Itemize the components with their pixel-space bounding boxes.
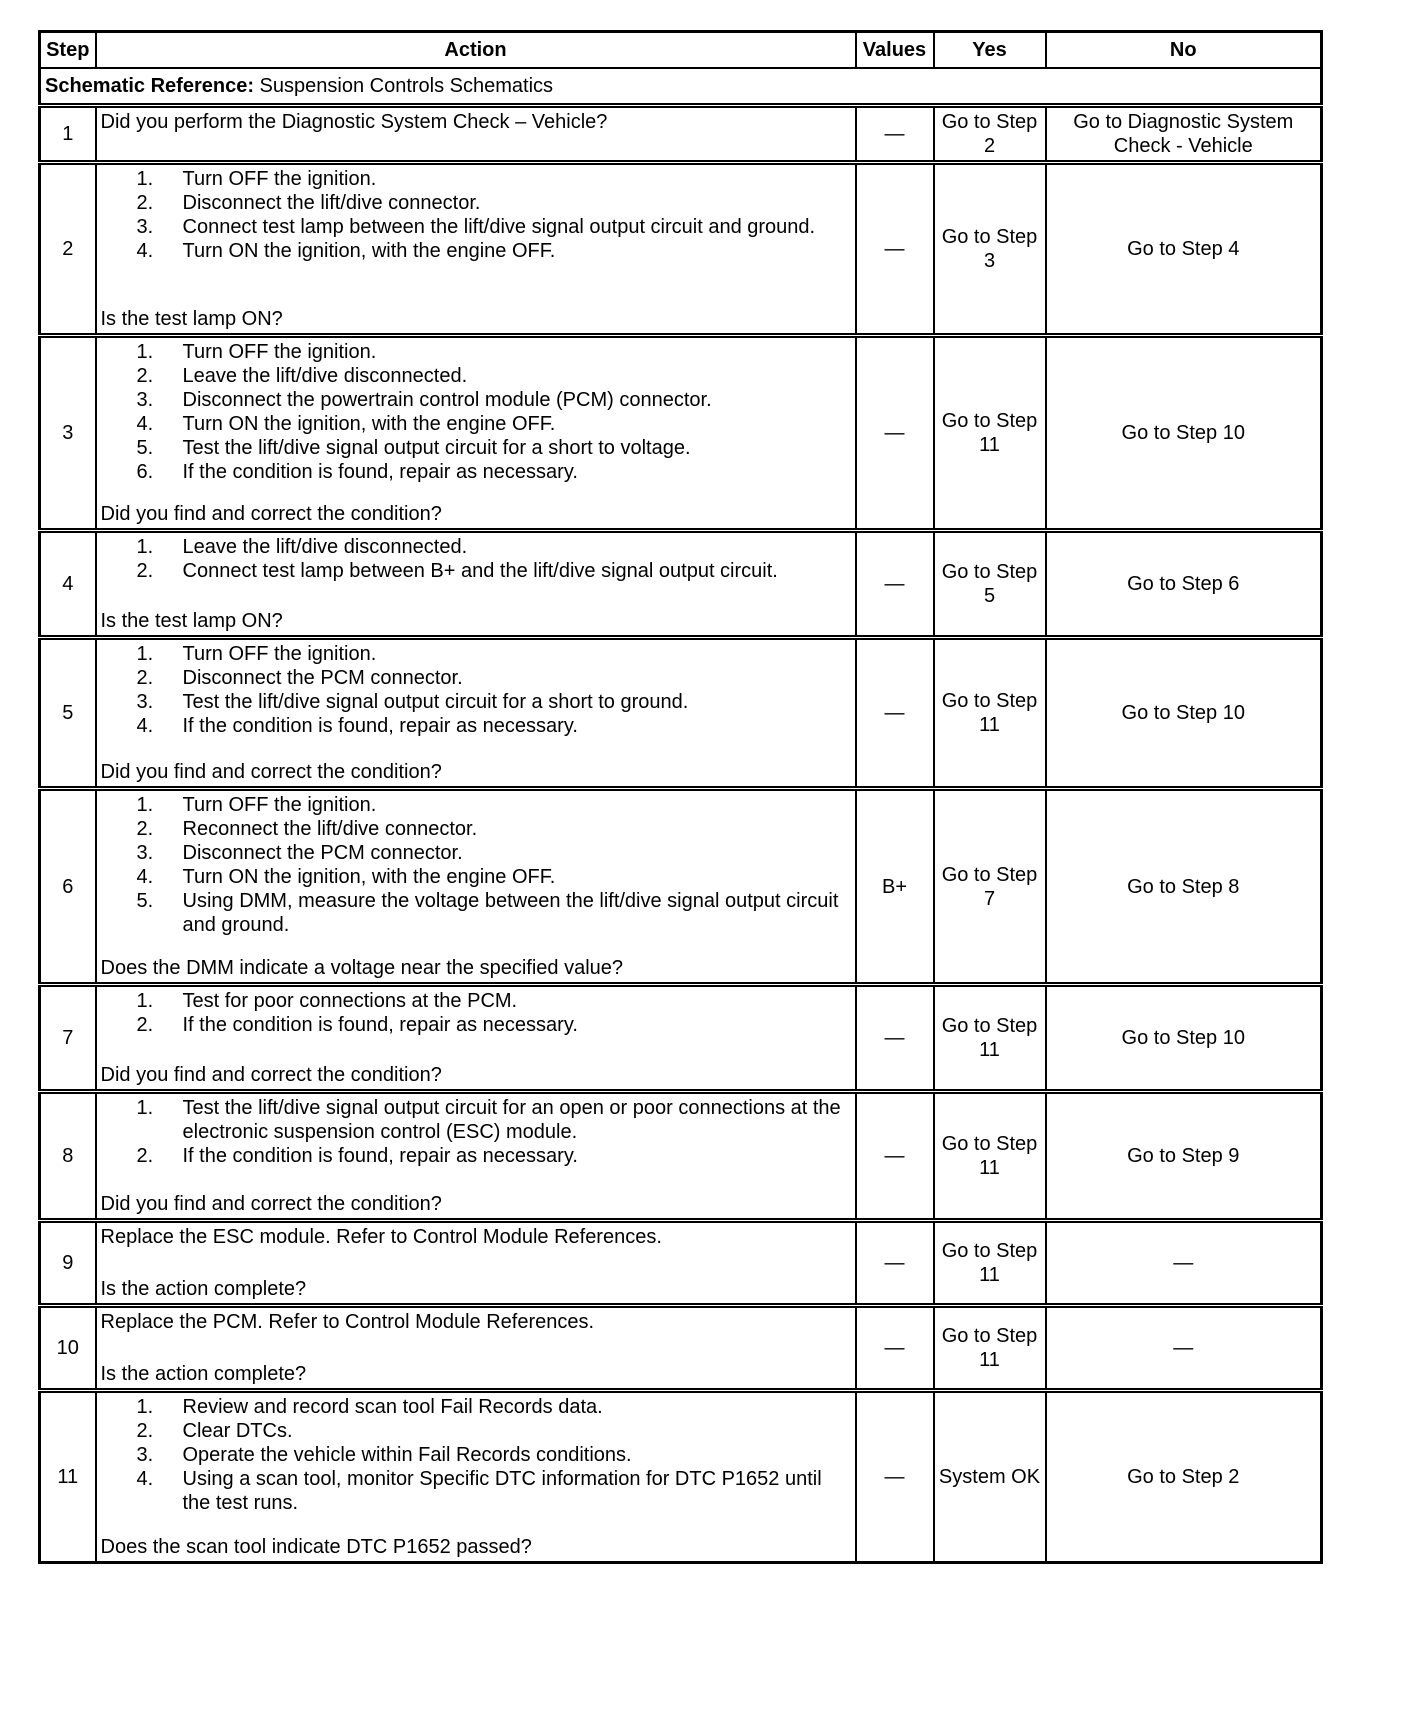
action-step-number: 2. bbox=[136, 1014, 154, 1036]
action-steps-list bbox=[101, 989, 851, 1037]
step-number: 3 bbox=[40, 336, 96, 531]
action-step-item bbox=[101, 364, 851, 388]
action-step-item bbox=[101, 714, 851, 738]
step-number: 10 bbox=[40, 1306, 96, 1391]
action-step-text: Disconnect the PCM connector. bbox=[182, 842, 463, 864]
values-cell: — bbox=[856, 336, 934, 531]
diagnostic-table bbox=[38, 30, 1323, 1564]
action-step-text: Reconnect the lift/dive connector. bbox=[182, 818, 478, 840]
values-cell: — bbox=[856, 531, 934, 638]
yes-cell[interactable]: Go to Step 11 bbox=[934, 336, 1046, 531]
values-cell: — bbox=[856, 1391, 934, 1563]
no-cell[interactable]: Go to Step 8 bbox=[1046, 789, 1322, 985]
action-step-number: 2. bbox=[136, 1145, 154, 1167]
action-step-item bbox=[101, 191, 851, 215]
table-row bbox=[40, 163, 1322, 336]
action-text: Replace the PCM. Refer to Control Module References. bbox=[100, 1311, 595, 1333]
action-step-number: 5. bbox=[136, 437, 154, 459]
action-content bbox=[101, 793, 851, 980]
action-content bbox=[101, 535, 851, 633]
action-step-text: Clear DTCs. bbox=[182, 1420, 293, 1442]
action-body bbox=[101, 110, 851, 134]
action-step-number: 1. bbox=[136, 643, 154, 665]
action-step-item bbox=[101, 817, 851, 841]
action-step-number: 1. bbox=[136, 990, 154, 1012]
action-step-text: Connect test lamp between B+ and the lift/dive signal output circuit. bbox=[182, 560, 778, 582]
action-body bbox=[101, 989, 851, 1037]
step-number: 5 bbox=[40, 638, 96, 789]
action-question: Does the DMM indicate a voltage near the specified value? bbox=[100, 957, 624, 979]
values-cell: — bbox=[856, 1092, 934, 1221]
values-cell: — bbox=[856, 163, 934, 336]
action-step-number: 3. bbox=[136, 1444, 154, 1466]
yes-cell[interactable]: Go to Step 5 bbox=[934, 531, 1046, 638]
action-body bbox=[101, 535, 851, 583]
action-step-number: 4. bbox=[136, 413, 154, 435]
table-row bbox=[40, 531, 1322, 638]
schematic-label: Schematic Reference: bbox=[45, 75, 254, 97]
values-cell: — bbox=[856, 985, 934, 1092]
action-step-text: Test the lift/dive signal output circuit for a short to voltage. bbox=[182, 437, 691, 459]
action-step-number: 2. bbox=[136, 1420, 154, 1442]
yes-cell[interactable]: Go to Step 11 bbox=[934, 985, 1046, 1092]
action-cell bbox=[96, 985, 856, 1092]
action-step-text: Test the lift/dive signal output circuit for a short to ground. bbox=[182, 691, 689, 713]
action-cell bbox=[96, 1306, 856, 1391]
action-body bbox=[101, 1225, 851, 1249]
action-step-text: Leave the lift/dive disconnected. bbox=[182, 536, 468, 558]
action-steps-list bbox=[101, 1395, 851, 1515]
step-number: 8 bbox=[40, 1092, 96, 1221]
action-step-item bbox=[101, 1395, 851, 1419]
action-steps-list bbox=[101, 793, 851, 937]
yes-cell[interactable]: Go to Step 11 bbox=[934, 1092, 1046, 1221]
action-step-text: If the condition is found, repair as necessary. bbox=[182, 461, 578, 483]
action-step-item bbox=[101, 436, 851, 460]
step-number: 1 bbox=[40, 106, 96, 163]
action-step-text: If the condition is found, repair as necessary. bbox=[182, 1145, 578, 1167]
values-cell: B+ bbox=[856, 789, 934, 985]
values-cell: — bbox=[856, 1221, 934, 1306]
action-body bbox=[101, 642, 851, 738]
action-cell bbox=[96, 1391, 856, 1563]
action-cell bbox=[96, 1221, 856, 1306]
action-cell bbox=[96, 789, 856, 985]
values-cell: — bbox=[856, 638, 934, 789]
header-no: No bbox=[1046, 32, 1322, 69]
action-step-item bbox=[101, 989, 851, 1013]
step-number: 9 bbox=[40, 1221, 96, 1306]
step-number: 4 bbox=[40, 531, 96, 638]
action-step-item bbox=[101, 1419, 851, 1443]
action-content bbox=[101, 340, 851, 526]
action-step-number: 3. bbox=[136, 216, 154, 238]
action-question: Is the test lamp ON? bbox=[100, 610, 283, 632]
action-step-item bbox=[101, 412, 851, 436]
action-step-item bbox=[101, 642, 851, 666]
step-number: 2 bbox=[40, 163, 96, 336]
action-body bbox=[101, 1096, 851, 1168]
action-cell bbox=[96, 531, 856, 638]
action-step-item bbox=[101, 535, 851, 559]
action-step-item bbox=[101, 388, 851, 412]
no-cell[interactable]: Go to Step 10 bbox=[1046, 638, 1322, 789]
header-row bbox=[40, 32, 1322, 69]
action-step-number: 4. bbox=[136, 240, 154, 262]
action-step-number: 4. bbox=[136, 1468, 154, 1490]
action-steps-list bbox=[101, 535, 851, 583]
table-row bbox=[40, 789, 1322, 985]
action-step-text: Turn ON the ignition, with the engine OFF. bbox=[182, 866, 556, 888]
action-body bbox=[101, 1310, 851, 1334]
action-question: Did you find and correct the condition? bbox=[100, 761, 442, 783]
yes-cell[interactable]: Go to Step 11 bbox=[934, 1221, 1046, 1306]
action-content bbox=[101, 1225, 851, 1301]
action-step-text: Disconnect the powertrain control module (PCM) connector. bbox=[182, 389, 712, 411]
action-step-number: 1. bbox=[136, 536, 154, 558]
no-cell[interactable]: Go to Step 4 bbox=[1046, 163, 1322, 336]
action-question: Did you find and correct the condition? bbox=[100, 1193, 442, 1215]
action-step-text: Turn ON the ignition, with the engine OFF. bbox=[182, 413, 556, 435]
table-row bbox=[40, 638, 1322, 789]
action-step-number: 2. bbox=[136, 192, 154, 214]
no-cell[interactable]: Go to Step 10 bbox=[1046, 985, 1322, 1092]
action-content bbox=[101, 110, 851, 158]
action-cell bbox=[96, 163, 856, 336]
header-yes: Yes bbox=[934, 32, 1046, 69]
action-step-number: 4. bbox=[136, 715, 154, 737]
table-row bbox=[40, 336, 1322, 531]
action-step-number: 5. bbox=[136, 890, 154, 912]
action-step-text: Turn OFF the ignition. bbox=[182, 794, 377, 816]
yes-cell[interactable]: Go to Step 3 bbox=[934, 163, 1046, 336]
action-question: Is the test lamp ON? bbox=[100, 308, 283, 330]
header-action: Action bbox=[96, 32, 856, 69]
action-step-text: Disconnect the lift/dive connector. bbox=[182, 192, 481, 214]
action-question: Does the scan tool indicate DTC P1652 passed? bbox=[100, 1536, 532, 1558]
action-question: Did you find and correct the condition? bbox=[100, 1064, 442, 1086]
no-cell[interactable]: Go to Step 6 bbox=[1046, 531, 1322, 638]
action-step-number: 3. bbox=[136, 389, 154, 411]
step-number: 11 bbox=[40, 1391, 96, 1563]
action-step-item bbox=[101, 690, 851, 714]
action-text: Did you perform the Diagnostic System Check – Vehicle? bbox=[100, 111, 608, 133]
action-step-number: 1. bbox=[136, 168, 154, 190]
action-step-item bbox=[101, 865, 851, 889]
action-step-text: If the condition is found, repair as necessary. bbox=[182, 715, 578, 737]
action-step-number: 1. bbox=[136, 1396, 154, 1418]
table-row bbox=[40, 1306, 1322, 1391]
action-step-text: Using a scan tool, monitor Specific DTC information for DTC P1652 until the test runs. bbox=[182, 1468, 822, 1514]
action-step-text: Review and record scan tool Fail Records data. bbox=[182, 1396, 603, 1418]
no-cell: — bbox=[1046, 1221, 1322, 1306]
yes-cell: System OK bbox=[934, 1391, 1046, 1563]
no-cell[interactable]: Go to Step 10 bbox=[1046, 336, 1322, 531]
action-step-number: 1. bbox=[136, 341, 154, 363]
header-step: Step bbox=[40, 32, 96, 69]
action-step-item bbox=[101, 239, 851, 263]
action-content bbox=[101, 167, 851, 331]
schematic-link[interactable]: Suspension Controls Schematics bbox=[259, 75, 554, 97]
action-step-item bbox=[101, 793, 851, 817]
values-cell: — bbox=[856, 1306, 934, 1391]
action-step-number: 3. bbox=[136, 842, 154, 864]
action-question: Is the action complete? bbox=[100, 1278, 307, 1300]
action-step-number: 1. bbox=[136, 1097, 154, 1119]
action-step-text: Turn OFF the ignition. bbox=[182, 168, 377, 190]
action-steps-list bbox=[101, 340, 851, 484]
action-cell bbox=[96, 336, 856, 531]
action-step-item bbox=[101, 1443, 851, 1467]
action-step-text: Using DMM, measure the voltage between the lift/dive signal output circuit and ground. bbox=[182, 890, 839, 936]
action-step-text: Disconnect the PCM connector. bbox=[182, 667, 463, 689]
yes-cell[interactable]: Go to Step 2 bbox=[934, 106, 1046, 163]
action-question: Did you find and correct the condition? bbox=[100, 503, 442, 525]
action-step-number: 3. bbox=[136, 691, 154, 713]
action-step-item bbox=[101, 559, 851, 583]
action-step-item bbox=[101, 1144, 851, 1168]
action-step-item bbox=[101, 889, 851, 937]
no-cell[interactable]: Go to Step 2 bbox=[1046, 1391, 1322, 1563]
action-step-number: 2. bbox=[136, 667, 154, 689]
action-steps-list bbox=[101, 642, 851, 738]
action-step-item bbox=[101, 1013, 851, 1037]
action-step-text: Turn OFF the ignition. bbox=[182, 643, 377, 665]
action-body bbox=[101, 793, 851, 937]
step-number: 6 bbox=[40, 789, 96, 985]
action-step-text: Test the lift/dive signal output circuit for an open or poor connections at the electronic suspension control (ESC) module. bbox=[182, 1097, 841, 1143]
no-cell[interactable]: Go to Step 9 bbox=[1046, 1092, 1322, 1221]
action-body bbox=[101, 340, 851, 484]
action-step-item bbox=[101, 340, 851, 364]
schematic-reference bbox=[40, 68, 1322, 106]
action-cell bbox=[96, 638, 856, 789]
action-step-item bbox=[101, 1467, 851, 1515]
action-steps-list bbox=[101, 1096, 851, 1168]
action-text: Replace the ESC module. Refer to Control Module References. bbox=[100, 1226, 662, 1248]
action-body bbox=[101, 1395, 851, 1515]
action-content bbox=[101, 1096, 851, 1216]
action-step-text: If the condition is found, repair as necessary. bbox=[182, 1014, 578, 1036]
action-content bbox=[101, 1310, 851, 1386]
action-content bbox=[101, 642, 851, 784]
step-number: 7 bbox=[40, 985, 96, 1092]
table-row bbox=[40, 1221, 1322, 1306]
yes-cell[interactable]: Go to Step 11 bbox=[934, 638, 1046, 789]
action-step-item bbox=[101, 167, 851, 191]
action-step-item bbox=[101, 1096, 851, 1144]
action-step-text: Operate the vehicle within Fail Records conditions. bbox=[182, 1444, 632, 1466]
values-cell: — bbox=[856, 106, 934, 163]
action-step-text: Turn ON the ignition, with the engine OFF. bbox=[182, 240, 556, 262]
action-step-text: Test for poor connections at the PCM. bbox=[182, 990, 518, 1012]
table-row bbox=[40, 1391, 1322, 1563]
yes-cell[interactable]: Go to Step 11 bbox=[934, 1306, 1046, 1391]
action-step-number: 2. bbox=[136, 818, 154, 840]
action-question: Is the action complete? bbox=[100, 1363, 307, 1385]
action-steps-list bbox=[101, 167, 851, 263]
action-step-text: Leave the lift/dive disconnected. bbox=[182, 365, 468, 387]
schematic-row bbox=[40, 68, 1322, 106]
action-step-text: Connect test lamp between the lift/dive signal output circuit and ground. bbox=[182, 216, 816, 238]
action-step-number: 4. bbox=[136, 866, 154, 888]
action-step-item bbox=[101, 666, 851, 690]
yes-cell[interactable]: Go to Step 7 bbox=[934, 789, 1046, 985]
no-cell[interactable]: Go to Diagnostic System Check - Vehicle bbox=[1046, 106, 1322, 163]
no-cell: — bbox=[1046, 1306, 1322, 1391]
action-step-text: Turn OFF the ignition. bbox=[182, 341, 377, 363]
action-body bbox=[101, 167, 851, 263]
header-values: Values bbox=[856, 32, 934, 69]
action-step-number: 2. bbox=[136, 560, 154, 582]
table-row bbox=[40, 106, 1322, 163]
table-row bbox=[40, 985, 1322, 1092]
action-step-number: 1. bbox=[136, 794, 154, 816]
action-step-number: 2. bbox=[136, 365, 154, 387]
action-step-item bbox=[101, 841, 851, 865]
action-step-item bbox=[101, 460, 851, 484]
action-cell bbox=[96, 106, 856, 163]
action-step-number: 6. bbox=[136, 461, 154, 483]
action-content bbox=[101, 989, 851, 1087]
action-content bbox=[101, 1395, 851, 1559]
action-cell bbox=[96, 1092, 856, 1221]
table-row bbox=[40, 1092, 1322, 1221]
action-step-item bbox=[101, 215, 851, 239]
